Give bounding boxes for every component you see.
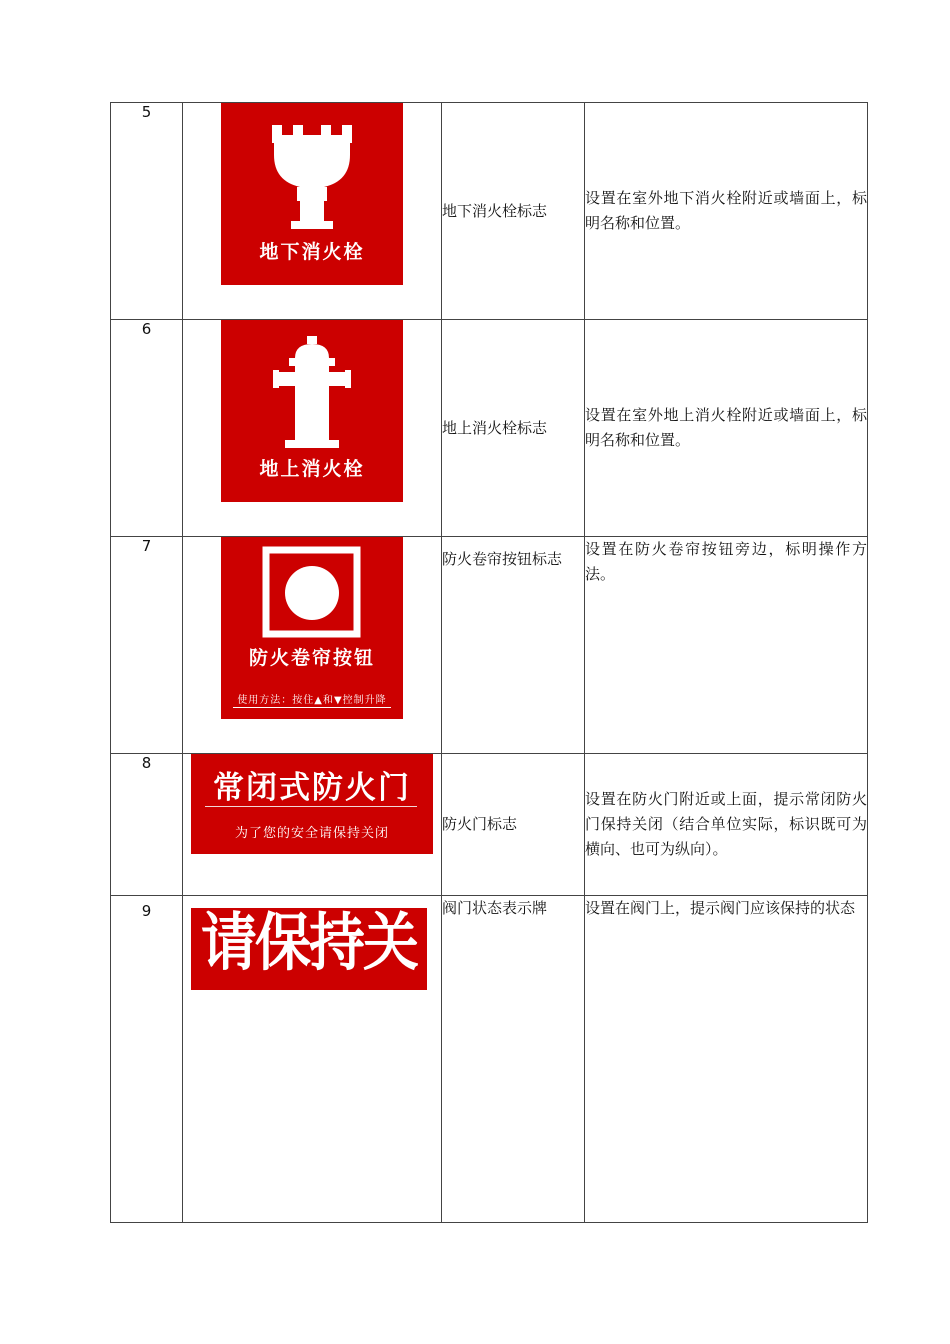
sign-caption: 请保持关闭 (201, 906, 417, 1061)
sign-caption: 地下消火栓 (259, 241, 365, 263)
sign-description: 设置在室外地上消火栓附近或墙面上，标明名称和位置。 (585, 320, 868, 537)
sign-name: 地下消火栓标志 (442, 103, 585, 320)
sign-caption: 地上消火栓 (259, 458, 365, 480)
sign-description: 设置在阀门上，提示阀门应该保持的状态 (585, 896, 868, 1223)
sign-subcaption: 为了您的安全请保持关闭 (234, 826, 389, 841)
sign-image-cell (183, 896, 442, 1223)
sign-underline (233, 707, 391, 708)
sign-name: 防火门标志 (442, 754, 585, 896)
table-row (111, 754, 868, 896)
sign-image-cell (183, 537, 442, 754)
sign-name: 地上消火栓标志 (442, 320, 585, 537)
sign-image-cell (183, 320, 442, 537)
table-row (111, 537, 868, 754)
sign-description: 设置在室外地下消火栓附近或墙面上，标明名称和位置。 (585, 103, 868, 320)
row-number: 6 (111, 320, 183, 537)
sign-caption: 常闭式防火门 (213, 770, 411, 806)
sign-caption: 防火卷帘按钮 (248, 647, 375, 669)
sign-table-page (110, 102, 867, 1223)
row-number: 9 (111, 896, 183, 1223)
table-row (111, 320, 868, 537)
keep-closed-sign (191, 906, 427, 1061)
sign-description: 设置在防火门附近或上面，提示常闭防火门保持关闭（结合单位实际，标识既可为横向、也可为纵向）。 (585, 754, 868, 896)
aboveground-hydrant-sign (221, 320, 403, 502)
sign-name: 阀门状态表示牌 (442, 896, 585, 1223)
fire-door-sign (191, 754, 433, 854)
table-row (111, 896, 868, 1223)
row-number: 7 (111, 537, 183, 754)
sign-description: 设置在防火卷帘按钮旁边，标明操作方法。 (585, 537, 868, 754)
row-number: 5 (111, 103, 183, 320)
sign-image-cell (183, 754, 442, 896)
sign-name: 防火卷帘按钮标志 (442, 537, 585, 754)
shutter-button-sign (221, 537, 403, 719)
sign-subcaption: 使用方法：按住▲和▼控制升降 (237, 695, 387, 706)
underground-hydrant-sign (221, 103, 403, 285)
table-row (111, 103, 868, 320)
row-number: 8 (111, 754, 183, 896)
sign-divider (205, 806, 417, 807)
fire-sign-table (110, 102, 868, 1223)
sign-image-cell (183, 103, 442, 320)
